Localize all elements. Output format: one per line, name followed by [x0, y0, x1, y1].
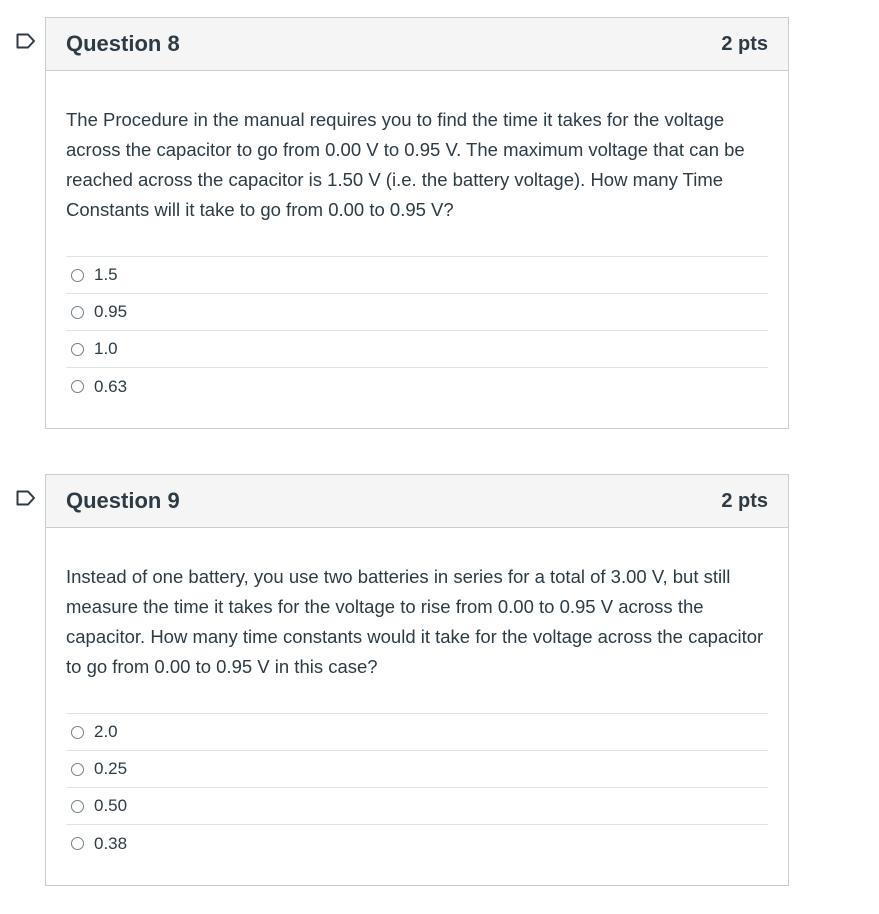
radio-unselected-icon[interactable] [71, 800, 84, 813]
answer-option[interactable] [66, 751, 768, 788]
question-body [46, 528, 788, 862]
radio-unselected-icon[interactable] [71, 306, 84, 319]
answer-label: 0.25 [94, 759, 128, 778]
question-9 [45, 474, 789, 886]
radio-unselected-icon[interactable] [71, 269, 84, 282]
radio-unselected-icon[interactable] [71, 763, 84, 776]
question-text: Instead of one battery, you use two batteries in series for a total of 3.00 V, but still measure the time it takes for the voltage to rise from 0.00 to 0.95 V across the capacitor. How many time constants would it take for the voltage across the capacitor to go from 0.00 to 0.95 V in this case? [66, 566, 764, 677]
answer-label: 0.63 [94, 376, 128, 396]
radio-unselected-icon[interactable] [71, 837, 84, 850]
flag-icon[interactable] [16, 490, 36, 506]
answer-option[interactable] [66, 257, 768, 294]
radio-unselected-icon[interactable] [71, 343, 84, 356]
question-text: The Procedure in the manual requires you to find the time it takes for the voltage across the capacitor to go from 0.00 V to 0.95 V. The maximum voltage that can be reached across the capacitor is 1.50 V (i.e. the battery voltage). How many Time Constants will it take to go from 0.00 to 0.95 V? [66, 109, 745, 220]
answer-label: 1.5 [94, 265, 118, 284]
question-body [46, 71, 788, 405]
question-title: Question 9 [66, 488, 180, 513]
radio-unselected-icon[interactable] [71, 726, 84, 739]
answer-label: 0.38 [94, 833, 128, 853]
question-title: Question 8 [66, 31, 180, 56]
radio-unselected-icon[interactable] [71, 380, 84, 393]
answer-option[interactable] [66, 368, 768, 405]
answer-list [66, 713, 768, 862]
answer-list [66, 256, 768, 405]
answer-label: 1.0 [94, 339, 118, 358]
answer-option[interactable] [66, 714, 768, 751]
question-8 [45, 17, 789, 429]
question-header [46, 475, 788, 528]
question-header [46, 18, 788, 71]
answer-label: 2.0 [94, 722, 118, 741]
answer-option[interactable] [66, 788, 768, 825]
question-points: 2 pts [721, 489, 768, 512]
answer-option[interactable] [66, 294, 768, 331]
answer-option[interactable] [66, 825, 768, 862]
answer-label: 0.50 [94, 796, 128, 815]
answer-option[interactable] [66, 331, 768, 368]
flag-icon[interactable] [16, 33, 36, 49]
question-points: 2 pts [721, 32, 768, 55]
answer-label: 0.95 [94, 302, 128, 321]
